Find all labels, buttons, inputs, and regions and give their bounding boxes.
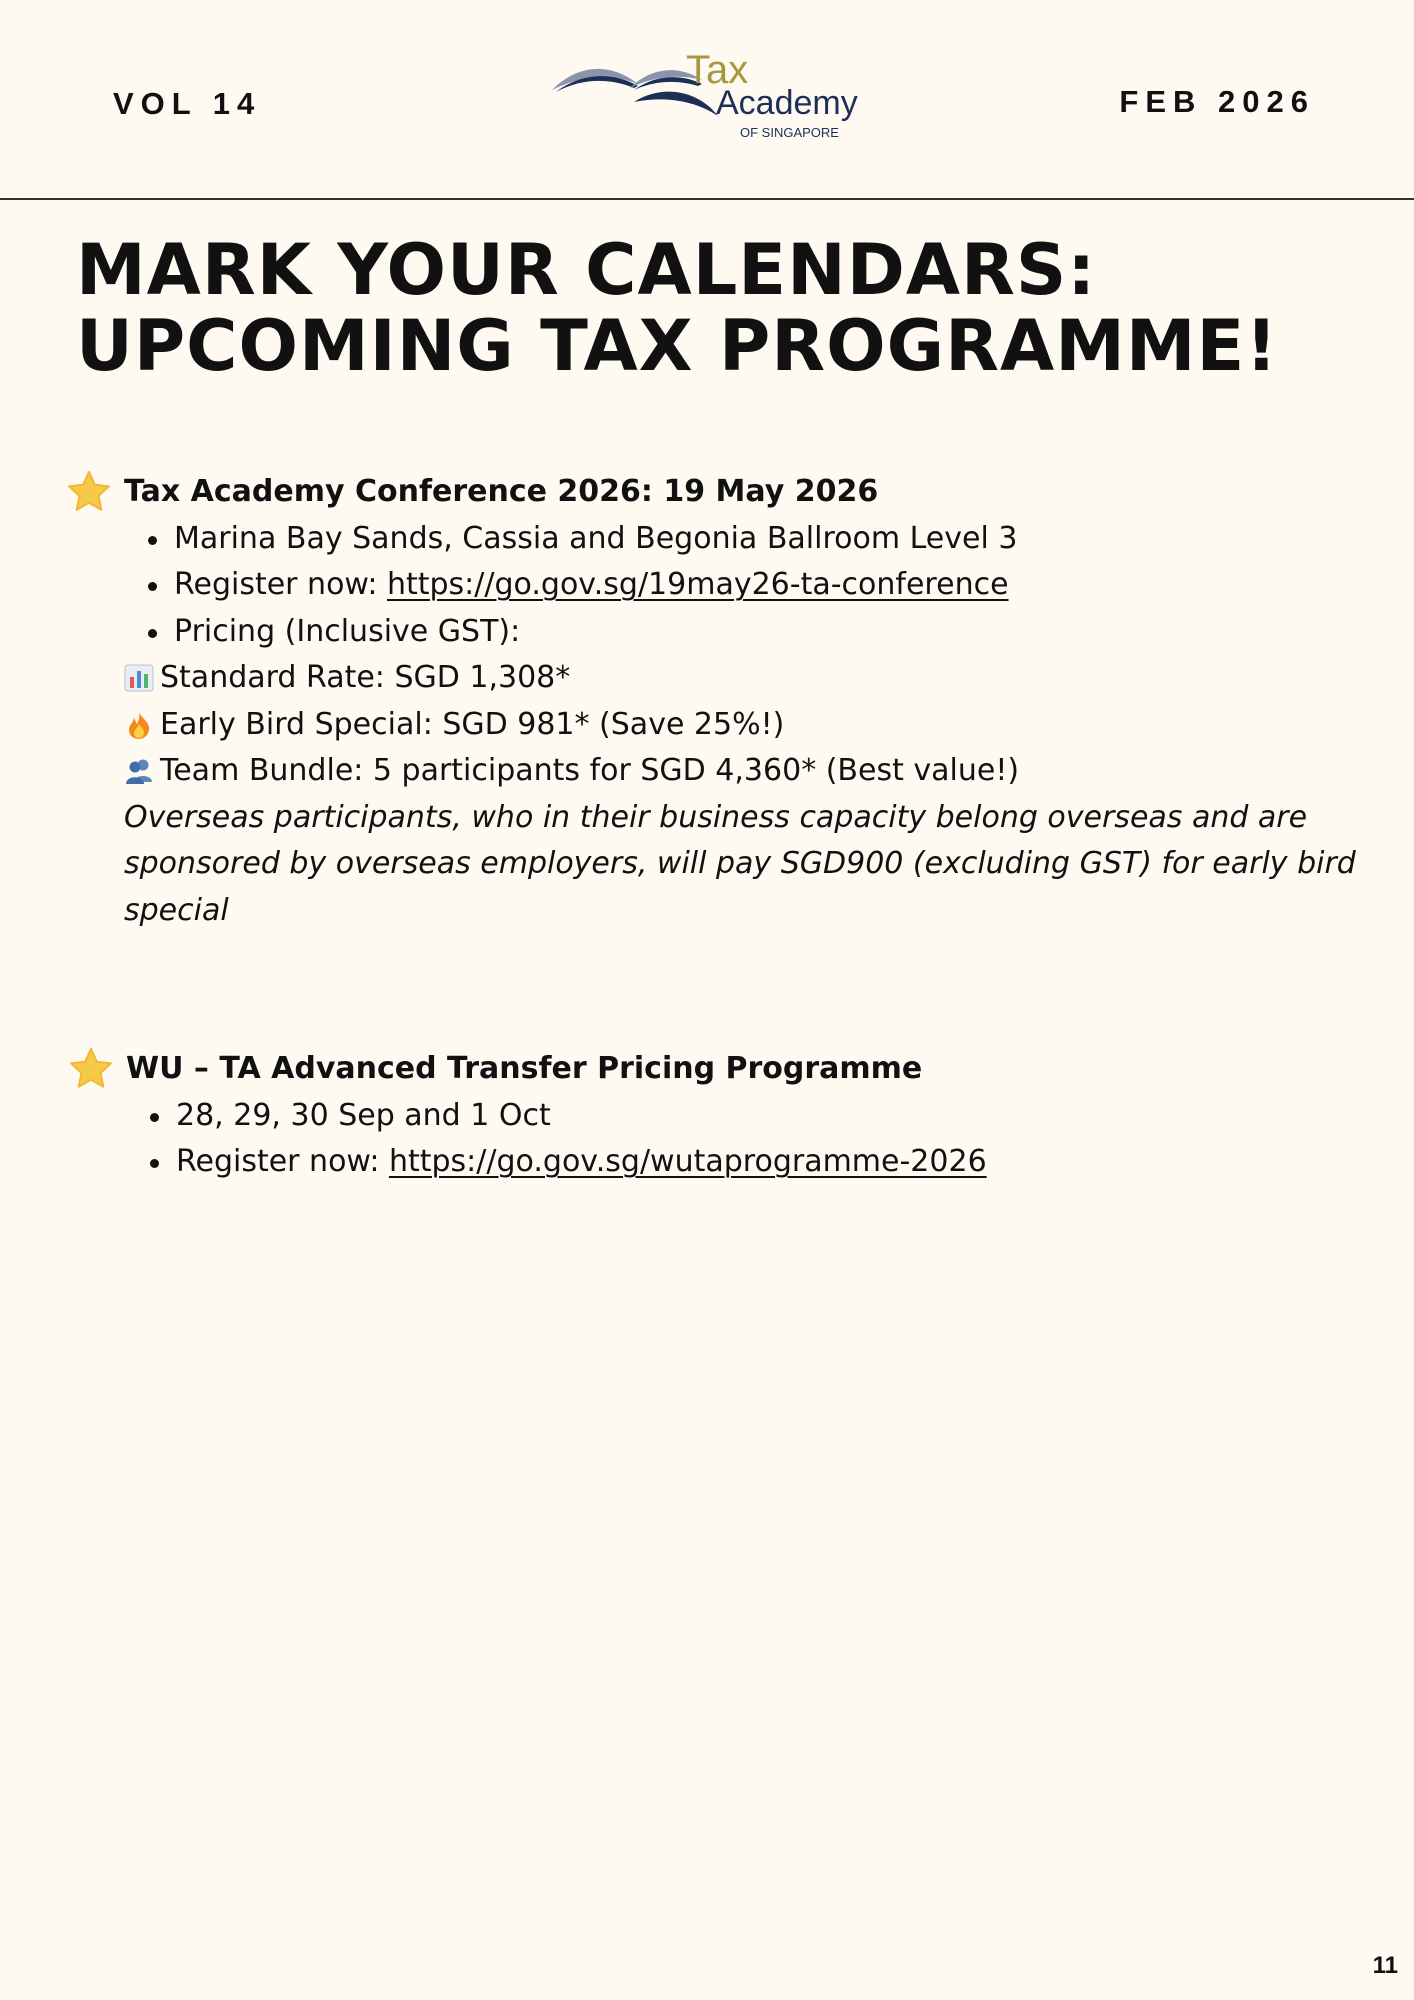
- conference-venue: Marina Bay Sands, Cassia and Begonia Ballroom Level 3: [174, 520, 1018, 556]
- page-title: [76, 229, 1279, 387]
- logo-subtitle: OF SINGAPORE: [740, 125, 839, 140]
- people-icon: [124, 756, 154, 786]
- header-divider: [0, 198, 1414, 200]
- issue-date: FEB 2026: [1119, 84, 1315, 119]
- page-title-line-1: MARK YOUR CALENDARS:: [76, 229, 1097, 311]
- conference-heading-text: Tax Academy Conference 2026: 19 May 2026: [124, 474, 879, 509]
- conference-details-list: [66, 516, 1384, 656]
- register-label: Register now:: [176, 1144, 389, 1179]
- logo-word-academy: Academy: [716, 84, 858, 122]
- bar-chart-icon: [124, 663, 154, 693]
- price-early-bird-text: Early Bird Special: SGD 981* (Save 25%!): [160, 706, 785, 742]
- transfer-pricing-section: [68, 1046, 987, 1186]
- volume-label: VOL 14: [113, 86, 262, 121]
- transfer-pricing-heading-text: WU – TA Advanced Transfer Pricing Programme: [126, 1051, 923, 1086]
- price-standard: [66, 655, 1384, 702]
- price-standard-text: Standard Rate: SGD 1,308*: [160, 660, 571, 695]
- tax-academy-logo: [548, 50, 868, 150]
- pricing-label: Pricing (Inclusive GST):: [174, 613, 521, 649]
- price-team-bundle-text: Team Bundle: 5 participants for SGD 4,360* (Best value!): [160, 753, 1020, 788]
- star-icon: [66, 469, 112, 515]
- price-team-bundle: [66, 748, 1384, 795]
- page-number: 11: [1372, 1952, 1398, 1979]
- register-label: Register now:: [174, 567, 387, 602]
- price-early-bird: [66, 702, 1384, 749]
- conference-heading: [66, 469, 1384, 516]
- star-icon: [68, 1046, 114, 1092]
- transfer-pricing-heading: [68, 1046, 987, 1093]
- overseas-note: Overseas participants, who in their business capacity belong overseas and are sponsored by overseas employers, will pay SGD900 (excluding GST) for early bird special: [124, 799, 1356, 928]
- page-title-line-2: UPCOMING TAX PROGRAMME!: [76, 305, 1279, 387]
- list-item: [146, 1139, 987, 1186]
- logo-word-tax: Tax: [686, 48, 749, 92]
- programme-register-link[interactable]: https://go.gov.sg/wutaprogramme-2026: [388, 1144, 987, 1179]
- conference-section: [66, 469, 1384, 934]
- list-item: [144, 516, 1384, 563]
- fire-icon: [124, 710, 154, 740]
- programme-dates: 28, 29, 30 Sep and 1 Oct: [176, 1097, 551, 1133]
- conference-register-link[interactable]: https://go.gov.sg/19may26-ta-conference: [386, 567, 1009, 602]
- list-item: [146, 1093, 987, 1140]
- list-item: [144, 609, 1384, 656]
- list-item: [144, 562, 1384, 609]
- transfer-pricing-details-list: [68, 1093, 987, 1186]
